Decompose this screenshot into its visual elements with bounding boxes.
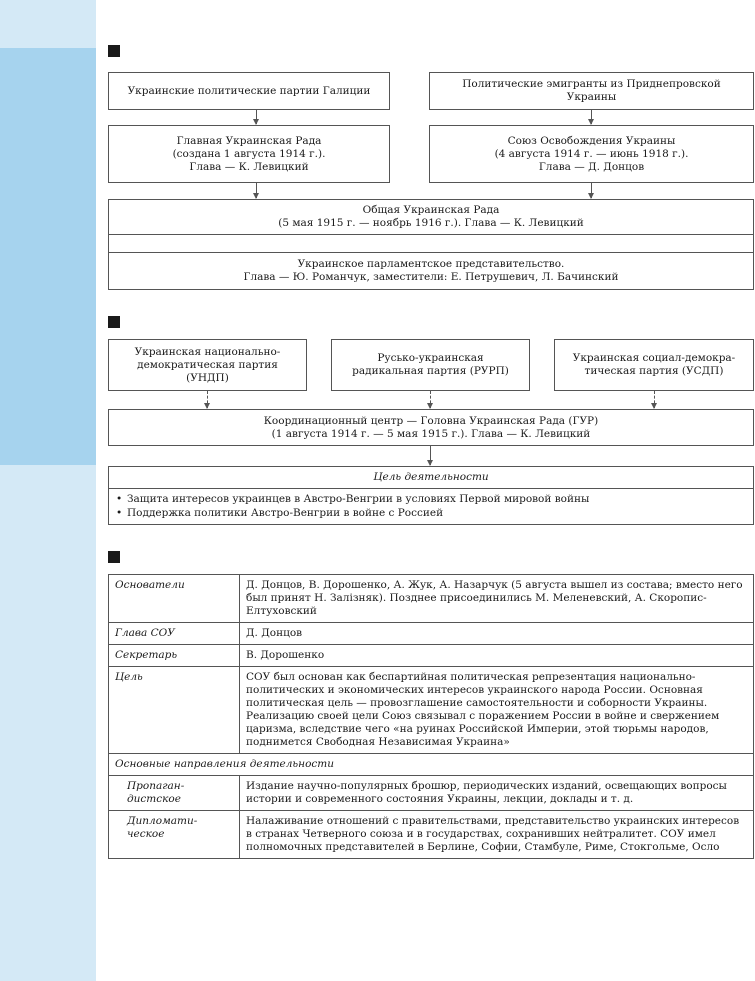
arrow-down [430, 391, 431, 408]
arrow-down [430, 446, 431, 465]
box-line: Русько-украинская [377, 352, 484, 364]
table-row [109, 754, 754, 776]
goals-title: Цель деятельности [109, 467, 753, 489]
row-value: Налаживание отношений с правительствами, представительство украинских интересов в странах Четверного союза и в государствах, сохранивших нейтралитет. СОУ имел полномочных представителей в Берлине, Софии, Стамбуле, Риме, Стокгольме, Осло [240, 811, 754, 859]
row-value: Д. Донцов, В. Дорошенко, А. Жук, А. Назарчук (5 августа вышел из состава; вместо него был принят Н. Залізняк). Позднее присоединились М. Меленевский, А. Скоропис-Елтуховский [240, 575, 754, 623]
table-row [109, 575, 754, 623]
box-coordination-center [108, 409, 754, 446]
box-line: Глава — К. Левицкий [189, 160, 309, 173]
box-emigrants [429, 72, 754, 110]
box-union-liberation [429, 125, 754, 183]
box-usdp [554, 339, 754, 391]
list-item: • Защита интересов украинцев в Австро-Венгрии в условиях Первой мировой войны [127, 492, 753, 506]
arrow-down [207, 391, 208, 408]
box-spacer [108, 234, 754, 253]
table-row [109, 811, 754, 859]
section-marker-2 [108, 316, 120, 328]
box-galicia-parties [108, 72, 390, 110]
box-line: демократическая партия [137, 358, 278, 371]
list-item: • Поддержка политики Австро-Венгрии в войне с Россией [127, 506, 753, 520]
goals-box [108, 466, 754, 525]
box-line: Глава — Ю. Романчук, заместители: Е. Петрушевич, Л. Бачинский [243, 271, 619, 283]
box-line: Координационный центр — Головна Украинская Рада (ГУР) [263, 414, 599, 427]
section-marker-3 [108, 551, 120, 563]
row-value: Издание научно-популярных брошюр, периодических изданий, освещающих вопросы истории и современного состояния Украины, лекции, доклады и т. д. [240, 776, 754, 811]
row-label: Глава СОУ [109, 623, 240, 645]
box-line: Союз Освобождения Украины [507, 134, 676, 147]
box-line: Общая Украинская Рада [362, 204, 500, 216]
sidebar-highlight-band [0, 48, 96, 465]
box-line: тическая партия (УСДП) [584, 365, 724, 377]
goals-list [109, 492, 753, 520]
section-marker-1 [108, 45, 120, 57]
box-line: (4 августа 1914 г. — июнь 1918 г.). [494, 147, 689, 160]
directions-header: Основные направления деятельности [109, 754, 754, 776]
arrow-down [256, 183, 257, 198]
sou-info-table [108, 574, 754, 859]
table-row [109, 667, 754, 754]
row-label: Секретарь [109, 645, 240, 667]
box-line: (УНДП) [186, 371, 229, 384]
box-line: Украинское парламентское представительство. [297, 258, 565, 270]
box-line: Украинские политические партии Галиции [127, 84, 371, 97]
table-row [109, 623, 754, 645]
box-line: (1 августа 1914 г. — 5 мая 1915 г.). Глава — К. Левицкий [271, 427, 591, 440]
row-value: Д. Донцов [240, 623, 754, 645]
box-rurp [331, 339, 530, 391]
row-label: Пропаган-дистское [109, 776, 240, 811]
arrow-down [654, 391, 655, 408]
box-line: (5 мая 1915 г. — ноябрь 1916 г.). Глава — К. Левицкий [278, 217, 584, 229]
row-value: В. Дорошенко [240, 645, 754, 667]
box-main-ukrainian-rada [108, 125, 390, 183]
table-row [109, 645, 754, 667]
box-line: Украины [566, 91, 617, 103]
box-general-ukrainian-rada [108, 199, 754, 235]
row-value: СОУ был основан как беспартийная политическая репрезентация национально-политических и экономических интересов украинского народа России. Основная политическая цель — провозглашение самостоятельности и соборности Украины. Реализацию своей цели Союз связывал с поражением России в войне и свержением царизма, вследствие чего «на руинах Российской Империи, этой тюрьмы народов, поднимется Свободная Независимая Украина» [240, 667, 754, 754]
table-row [109, 776, 754, 811]
box-parliament-representation [108, 252, 754, 290]
row-label: Дипломати-ческое [109, 811, 240, 859]
box-line: Украинская национально- [134, 345, 281, 358]
arrow-down [256, 110, 257, 124]
row-label: Основатели [109, 575, 240, 623]
arrow-down [591, 110, 592, 124]
box-line: радикальная партия (РУРП) [352, 365, 509, 377]
box-line: (создана 1 августа 1914 г.). [172, 147, 326, 160]
box-line: Украинская социал-демокра- [572, 352, 736, 364]
box-line: Глава — Д. Донцов [538, 160, 645, 173]
box-line: Главная Украинская Рада [176, 134, 322, 147]
box-undp [108, 339, 307, 391]
sidebar-bottom-band [0, 465, 96, 981]
row-label: Цель [109, 667, 240, 754]
arrow-down [591, 183, 592, 198]
sidebar-top-band [0, 0, 96, 48]
box-line: Политические эмигранты из Приднепровской [462, 78, 721, 90]
